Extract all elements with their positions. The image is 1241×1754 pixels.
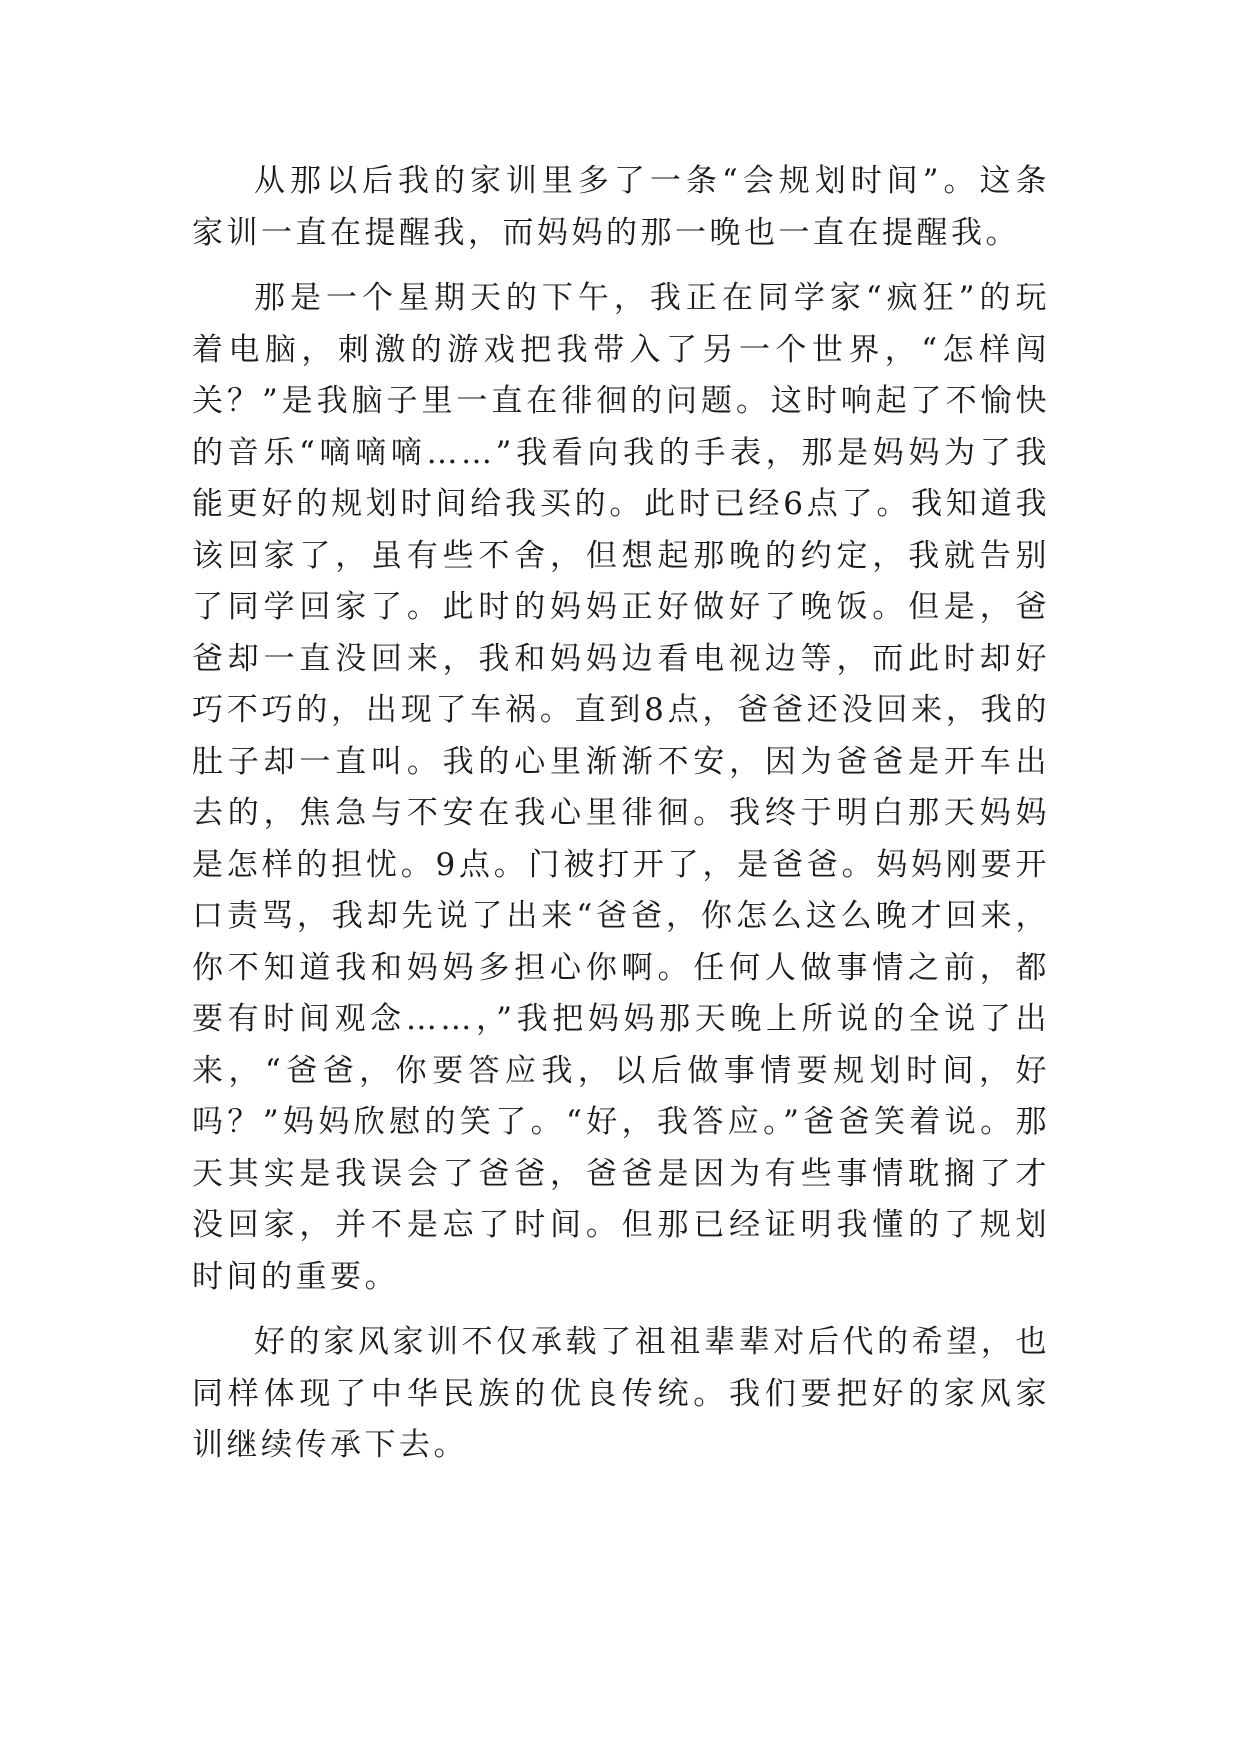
paragraph-1: 从那以后我的家训里多了一条“会规划时间”。这条家训一直在提醒我，而妈妈的那一晚也一直在提醒我。 — [192, 163, 1050, 251]
paragraph-2: 那是一个星期天的下午，我正在同学家“疯狂”的玩着电脑，刺激的游戏把我带入了另一个世界，“怎样闯关？”是我脑子里一直在徘徊的问题。这时响起了不愉快的音乐“嘀嘀嘀……”我看向我的手表，那是妈妈为了我能更好的规划时间给我买的。此时已经6点了。我知道我该回家了，虽有些不舍，但想起那晚的约定，我就告别了同学回家了。此时的妈妈正好做好了晚饭。但是，爸爸却一直没回来，我和妈妈边看电视边等，而此时却好巧不巧的，出现了车祸。直到8点，爸爸还没回来，我的肚子却一直叫。我的心里渐渐不安，因为爸爸是开车出去的，焦急与不安在我心里徘徊。我终于明白那天妈妈是怎样的担忧。9点。门被打开了，是爸爸。妈妈刚要开口责骂，我却先说了出来“爸爸，你怎么这么晚才回来，你不知道我和妈妈多担心你啊。任何人做事情之前，都要有时间观念……，”我把妈妈那天晚上所说的全说了出来，“爸爸，你要答应我，以后做事情要规划时间，好吗？”妈妈欣慰的笑了。“好，我答应。”爸爸笑着说。那天其实是我误会了爸爸，爸爸是因为有些事情耽搁了才没回家，并不是忘了时间。但那已经证明我懂的了规划时间的重要。 — [192, 280, 1050, 1295]
document-body — [192, 156, 1050, 1486]
paragraph-3: 好的家风家训不仅承载了祖祖辈辈对后代的希望，也同样体现了中华民族的优良传统。我们要把好的家风家训继续传承下去。 — [192, 1324, 1050, 1463]
